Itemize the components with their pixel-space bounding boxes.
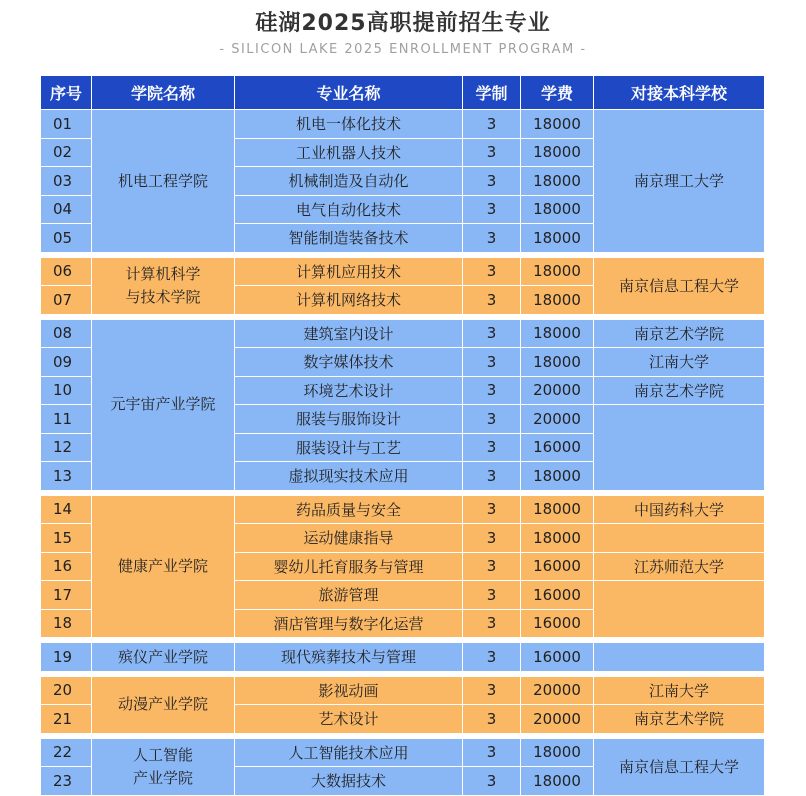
college-group — [41, 495, 765, 638]
enrollment-table — [40, 75, 765, 796]
row-seq: 06 — [41, 257, 92, 286]
table-row — [41, 319, 765, 348]
partner-school — [594, 524, 765, 553]
row-seq: 11 — [41, 405, 92, 434]
tuition-fee: 18000 — [521, 286, 594, 315]
tuition-fee: 18000 — [521, 348, 594, 377]
major-name: 艺术设计 — [235, 705, 463, 734]
row-seq: 01 — [41, 110, 92, 139]
header-years: 学制 — [463, 76, 521, 110]
major-name: 酒店管理与数字化运营 — [235, 609, 463, 638]
tuition-fee: 18000 — [521, 319, 594, 348]
row-seq: 04 — [41, 195, 92, 224]
table-row — [41, 257, 765, 286]
partner-school: 南京艺术学院 — [594, 705, 765, 734]
program-years: 3 — [463, 138, 521, 167]
college-name: 元宇宙产业学院 — [92, 319, 235, 490]
major-name: 现代殡葬技术与管理 — [235, 643, 463, 672]
header-fee: 学费 — [521, 76, 594, 110]
table-row — [41, 495, 765, 524]
table-row — [41, 643, 765, 672]
tuition-fee: 18000 — [521, 462, 594, 491]
tuition-fee: 18000 — [521, 224, 594, 253]
row-seq: 20 — [41, 676, 92, 705]
partner-school — [594, 581, 765, 638]
tuition-fee: 20000 — [521, 376, 594, 405]
row-seq: 15 — [41, 524, 92, 553]
college-group — [41, 643, 765, 672]
tuition-fee: 20000 — [521, 405, 594, 434]
major-name: 计算机网络技术 — [235, 286, 463, 315]
tuition-fee: 18000 — [521, 167, 594, 196]
row-seq: 08 — [41, 319, 92, 348]
row-seq: 18 — [41, 609, 92, 638]
tuition-fee: 18000 — [521, 110, 594, 139]
program-years: 3 — [463, 167, 521, 196]
row-seq: 07 — [41, 286, 92, 315]
major-name: 影视动画 — [235, 676, 463, 705]
program-years: 3 — [463, 767, 521, 796]
page-title: 硅湖2025高职提前招生专业 — [255, 11, 551, 36]
row-seq: 19 — [41, 643, 92, 672]
college-name: 机电工程学院 — [92, 110, 235, 253]
row-seq: 09 — [41, 348, 92, 377]
tuition-fee: 18000 — [521, 257, 594, 286]
row-seq: 13 — [41, 462, 92, 491]
major-name: 人工智能技术应用 — [235, 738, 463, 767]
program-years: 3 — [463, 257, 521, 286]
tuition-fee: 18000 — [521, 495, 594, 524]
program-years: 3 — [463, 609, 521, 638]
partner-school: 南京艺术学院 — [594, 376, 765, 405]
major-name: 大数据技术 — [235, 767, 463, 796]
row-seq: 14 — [41, 495, 92, 524]
program-years: 3 — [463, 495, 521, 524]
major-name: 旅游管理 — [235, 581, 463, 610]
program-years: 3 — [463, 676, 521, 705]
header-partner-school: 对接本科学校 — [594, 76, 765, 110]
program-years: 3 — [463, 348, 521, 377]
tuition-fee: 18000 — [521, 738, 594, 767]
major-name: 数字媒体技术 — [235, 348, 463, 377]
college-group — [41, 676, 765, 733]
tuition-fee: 16000 — [521, 643, 594, 672]
table-header-row — [41, 76, 765, 110]
major-name: 计算机应用技术 — [235, 257, 463, 286]
college-group — [41, 257, 765, 314]
program-years: 3 — [463, 524, 521, 553]
major-name: 婴幼儿托育服务与管理 — [235, 552, 463, 581]
partner-school — [594, 643, 765, 672]
tuition-fee: 16000 — [521, 552, 594, 581]
program-years: 3 — [463, 224, 521, 253]
tuition-fee: 20000 — [521, 676, 594, 705]
major-name: 建筑室内设计 — [235, 319, 463, 348]
tuition-fee: 16000 — [521, 433, 594, 462]
major-name: 工业机器人技术 — [235, 138, 463, 167]
row-seq: 05 — [41, 224, 92, 253]
partner-school: 江苏师范大学 — [594, 552, 765, 581]
table-row — [41, 110, 765, 139]
program-years: 3 — [463, 110, 521, 139]
college-name: 殡仪产业学院 — [92, 643, 235, 672]
page-subtitle: - SILICON LAKE 2025 ENROLLMENT PROGRAM - — [219, 42, 587, 57]
tuition-fee: 18000 — [521, 767, 594, 796]
partner-school: 中国药科大学 — [594, 495, 765, 524]
college-name: 人工智能 产业学院 — [92, 738, 235, 795]
program-years: 3 — [463, 195, 521, 224]
program-years: 3 — [463, 705, 521, 734]
tuition-fee: 18000 — [521, 195, 594, 224]
program-years: 3 — [463, 376, 521, 405]
program-years: 3 — [463, 552, 521, 581]
row-seq: 22 — [41, 738, 92, 767]
tuition-fee: 16000 — [521, 581, 594, 610]
college-group — [41, 110, 765, 253]
partner-school: 南京信息工程大学 — [594, 257, 765, 314]
college-group — [41, 738, 765, 795]
program-years: 3 — [463, 581, 521, 610]
table-row — [41, 738, 765, 767]
program-years: 3 — [463, 286, 521, 315]
college-name: 计算机科学 与技术学院 — [92, 257, 235, 314]
header-major: 专业名称 — [235, 76, 463, 110]
row-seq: 16 — [41, 552, 92, 581]
major-name: 机电一体化技术 — [235, 110, 463, 139]
partner-school: 南京理工大学 — [594, 110, 765, 253]
tuition-fee: 18000 — [521, 138, 594, 167]
partner-school — [594, 405, 765, 491]
program-years: 3 — [463, 738, 521, 767]
header-seq: 序号 — [41, 76, 92, 110]
tuition-fee: 16000 — [521, 609, 594, 638]
partner-school: 江南大学 — [594, 676, 765, 705]
major-name: 机械制造及自动化 — [235, 167, 463, 196]
partner-school: 南京信息工程大学 — [594, 738, 765, 795]
college-name: 动漫产业学院 — [92, 676, 235, 733]
row-seq: 12 — [41, 433, 92, 462]
partner-school: 南京艺术学院 — [594, 319, 765, 348]
major-name: 环境艺术设计 — [235, 376, 463, 405]
major-name: 药品质量与安全 — [235, 495, 463, 524]
major-name: 服装设计与工艺 — [235, 433, 463, 462]
partner-school: 江南大学 — [594, 348, 765, 377]
program-years: 3 — [463, 433, 521, 462]
major-name: 电气自动化技术 — [235, 195, 463, 224]
program-years: 3 — [463, 319, 521, 348]
row-seq: 03 — [41, 167, 92, 196]
table-row — [41, 676, 765, 705]
major-name: 智能制造装备技术 — [235, 224, 463, 253]
row-seq: 10 — [41, 376, 92, 405]
major-name: 服装与服饰设计 — [235, 405, 463, 434]
row-seq: 21 — [41, 705, 92, 734]
program-years: 3 — [463, 462, 521, 491]
tuition-fee: 20000 — [521, 705, 594, 734]
header-college: 学院名称 — [92, 76, 235, 110]
row-seq: 23 — [41, 767, 92, 796]
row-seq: 02 — [41, 138, 92, 167]
tuition-fee: 18000 — [521, 524, 594, 553]
major-name: 虚拟现实技术应用 — [235, 462, 463, 491]
college-group — [41, 319, 765, 490]
row-seq: 17 — [41, 581, 92, 610]
program-years: 3 — [463, 405, 521, 434]
major-name: 运动健康指导 — [235, 524, 463, 553]
program-years: 3 — [463, 643, 521, 672]
college-name: 健康产业学院 — [92, 495, 235, 638]
